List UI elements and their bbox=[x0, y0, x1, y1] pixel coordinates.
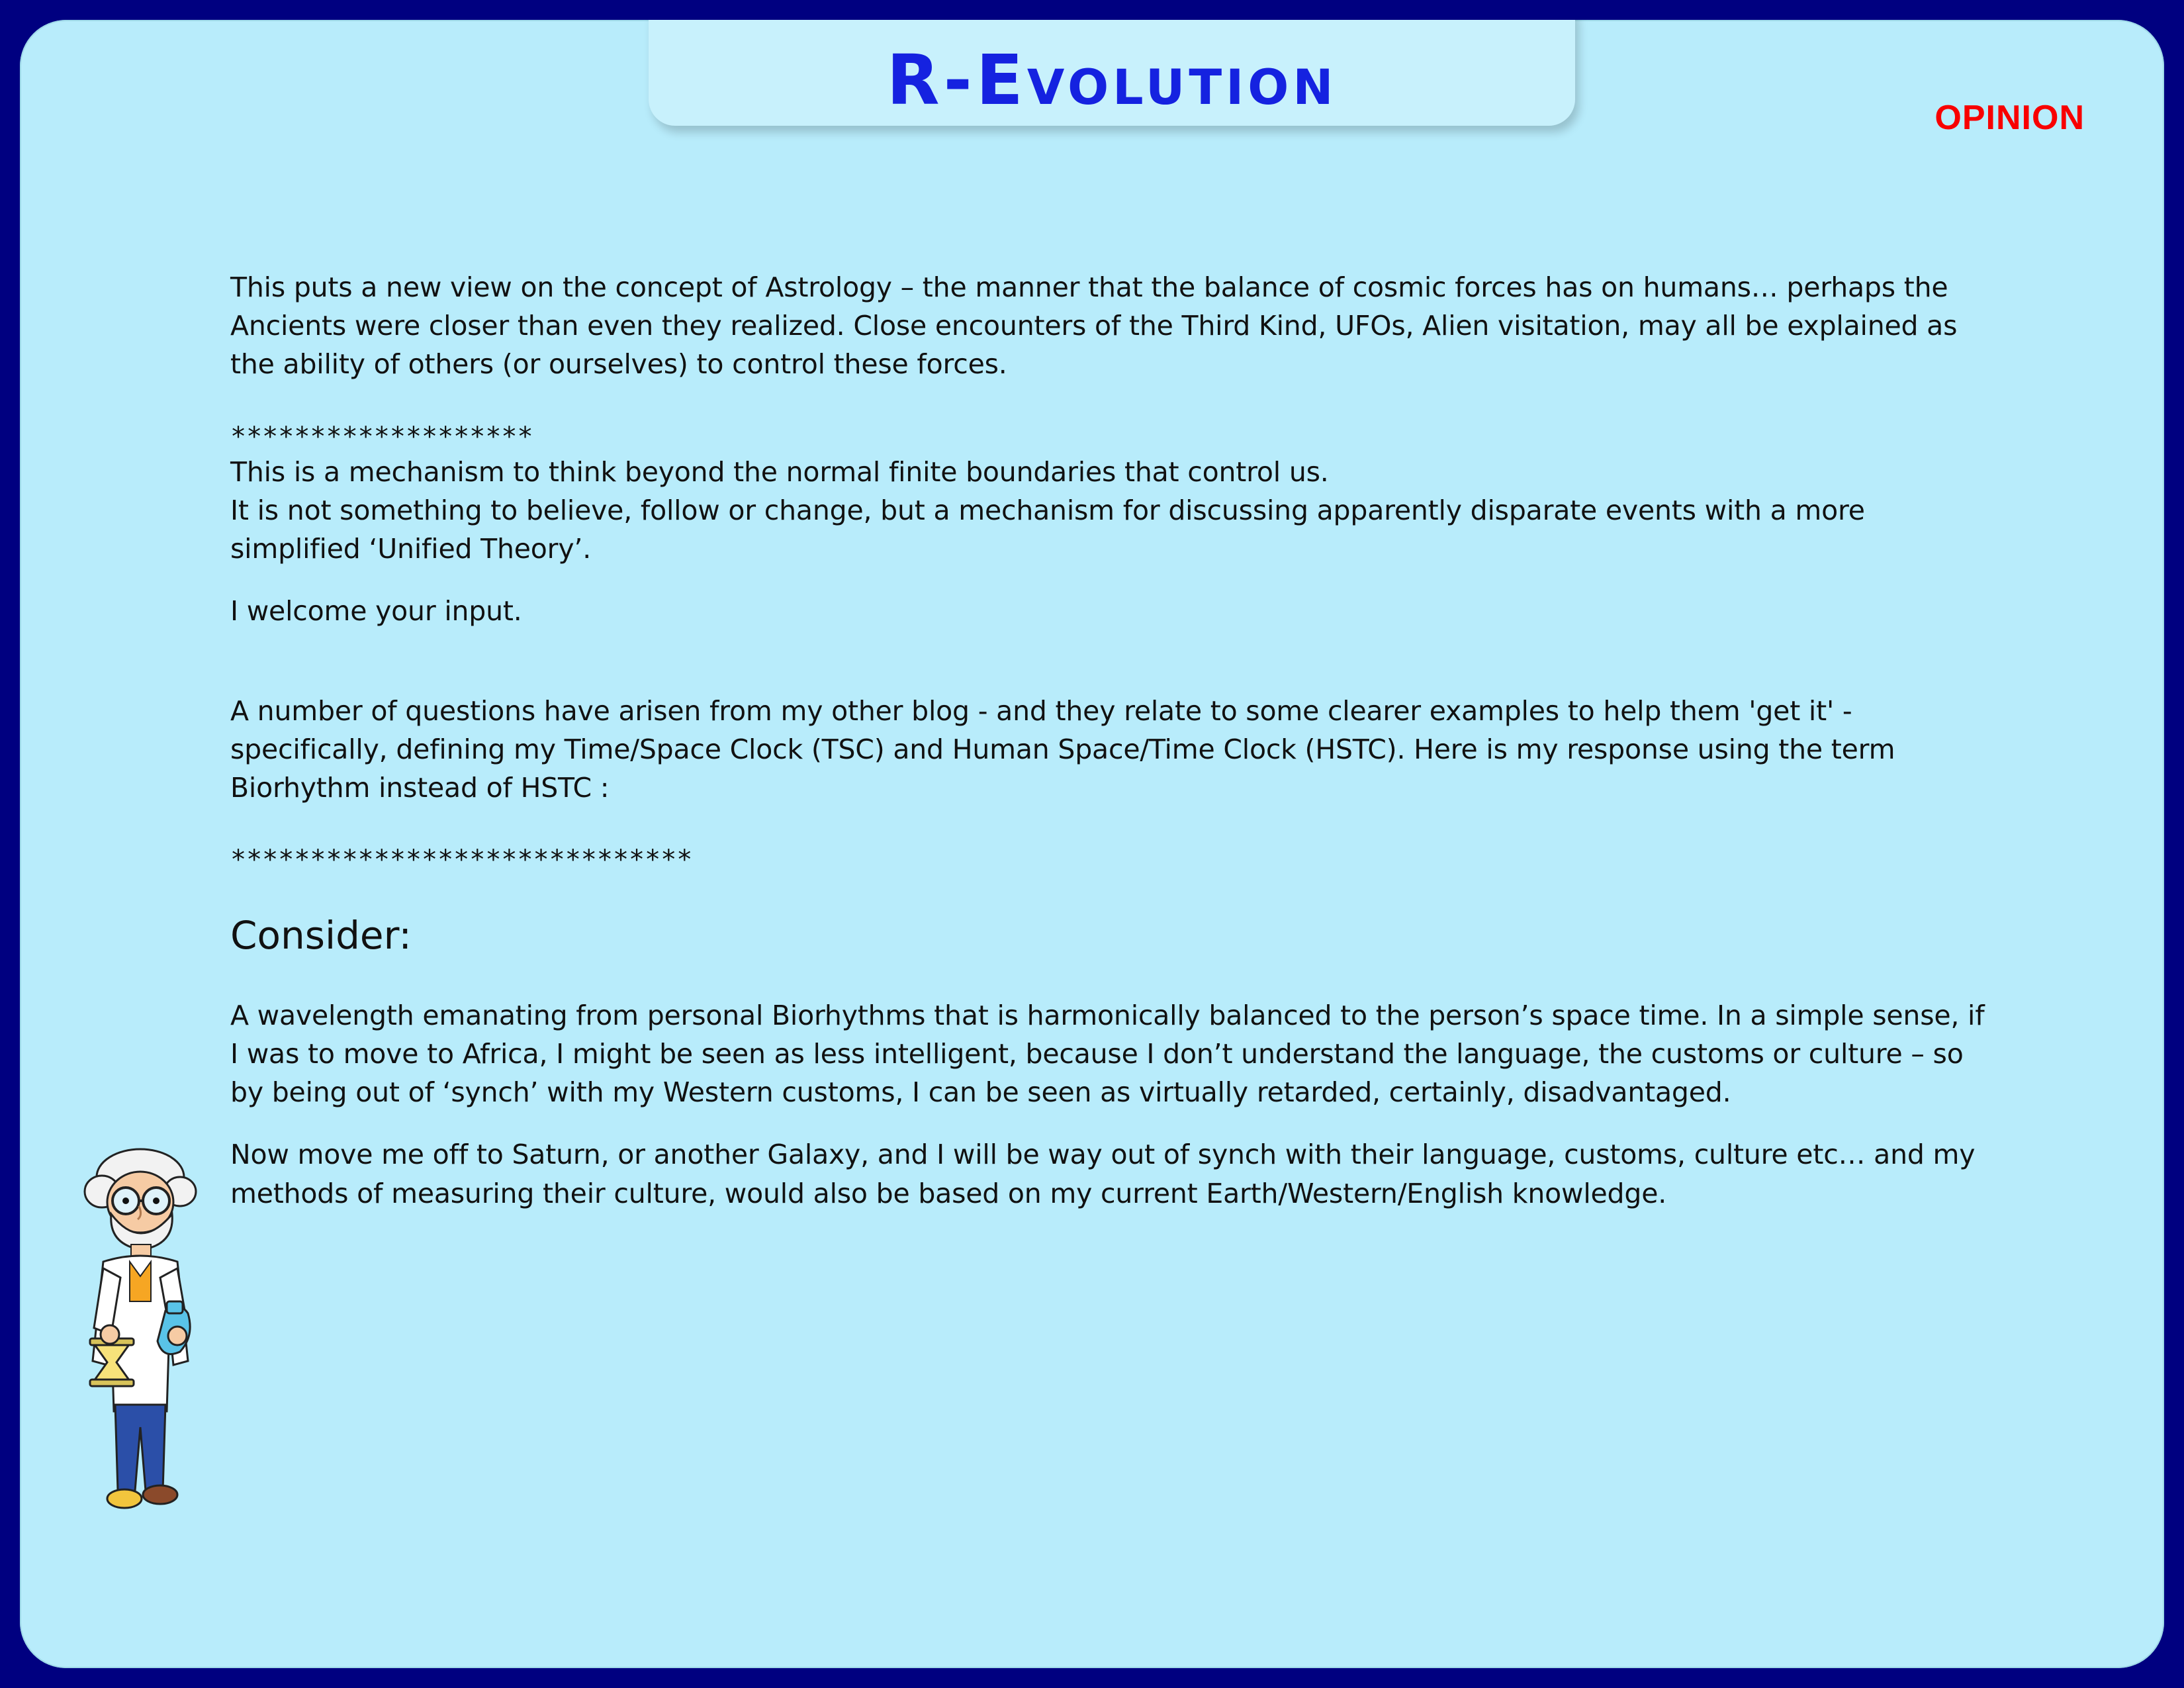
slide-canvas bbox=[20, 20, 2164, 1668]
paragraph-unified-theory: It is not something to believe, follow or change, but a mechanism for discussing apparently disparate events with a more simplified ‘Unified Theory’. bbox=[230, 494, 1865, 565]
paragraph-welcome-input: I welcome your input. bbox=[230, 595, 522, 628]
paragraph-questions: A number of questions have arisen from my other blog - and they relate to some clearer examples to help them 'get it' - specifically, defining my Time/Space Clock (TSC) and Human Space/Time Clock (HSTC). Here is my response using the term Biorhythm instead of HSTC : bbox=[230, 694, 1895, 804]
spacer bbox=[230, 631, 1997, 692]
opinion-badge: OPINION bbox=[1934, 99, 2085, 137]
spacer bbox=[230, 384, 1997, 421]
paragraph-intro: This puts a new view on the concept of Astrology – the manner that the balance of cosmic forces has on humans… perhaps the Ancients were closer than even they realized. Close encounters of the Third Kind, UFOs, Alien visitation, may all be explained as the ability of others (or ourselves) to control these forces. bbox=[230, 271, 1958, 381]
heading-consider: Consider: bbox=[230, 913, 412, 959]
spacer bbox=[230, 1111, 1997, 1135]
page-title: R-Evolution bbox=[886, 40, 1338, 120]
spacer bbox=[230, 876, 1997, 913]
paragraph-mechanism: This is a mechanism to think beyond the normal finite boundaries that control us. bbox=[230, 455, 1329, 488]
spacer bbox=[230, 568, 1997, 592]
spacer bbox=[230, 959, 1997, 996]
paragraph-saturn: Now move me off to Saturn, or another Galaxy, and I will be way out of synch with their language, customs, culture etc… and my methods of measuring their culture, would also be based on my current Earth/Western/English knowledge. bbox=[230, 1139, 1976, 1209]
scientist-illustration bbox=[61, 1145, 233, 1542]
divider-stars-1: ******************* bbox=[230, 421, 533, 452]
body-content bbox=[230, 268, 1997, 1213]
divider-stars-2: ***************************** bbox=[230, 845, 693, 876]
spacer bbox=[230, 807, 1997, 844]
paragraph-wavelength: A wavelength emanating from personal Biorhythms that is harmonically balanced to the person’s space time. In a simple sense, if I was to move to Africa, I might be seen as less intelligent, because I don’t understand the language, the customs or culture – so by being out of ‘synch’ with my Western customs, I can be seen as virtually retarded, certainly, disadvantaged. bbox=[230, 999, 1985, 1109]
